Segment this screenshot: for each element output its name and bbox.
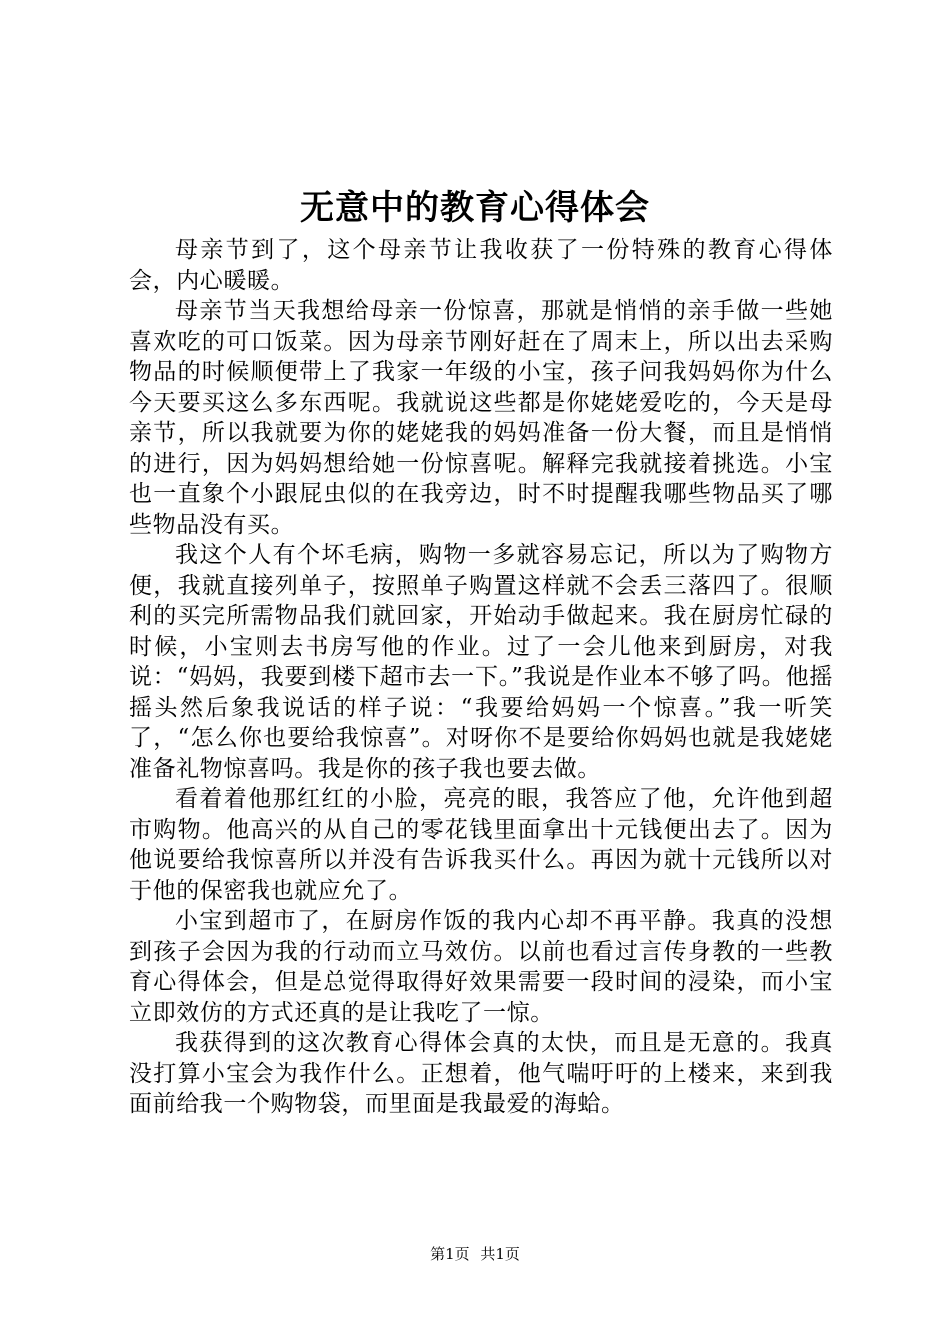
paragraph: 小宝到超市了，在厨房作饭的我内心却不再平静。我真的没想到孩子会因为我的行动而立马效仿。以前也看过言传身教的一些教育心得体会，但是总觉得取得好效果需要一段时间的浸染，而小宝立即效仿的方式还真的是让我吃了一惊。: [129, 908, 833, 1026]
paragraph: 母亲节当天我想给母亲一份惊喜，那就是悄悄的亲手做一些她喜欢吃的可口饭菜。因为母亲节刚好赶在了周末上，所以出去采购物品的时候顺便带上了我家一年级的小宝，孩子问我妈妈你为什么今天要买这么多东西呢。我就说这些都是你姥姥爱吃的，今天是母亲节，所以我就要为你的姥姥我的妈妈准备一份大餐，而且是悄悄的进行，因为妈妈想给她一份惊喜呢。解释完我就接着挑选。小宝也一直象个小跟屁虫似的在我旁边，时不时提醒我哪些物品买了哪些物品没有买。: [129, 298, 833, 538]
paragraph: 我这个人有个坏毛病，购物一多就容易忘记，所以为了购物方便，我就直接列单子，按照单子购置这样就不会丢三落四了。很顺利的买完所需物品我们就回家，开始动手做起来。我在厨房忙碌的时候，小宝则去书房写他的作业。过了一会儿他来到厨房，对我说：“妈妈，我要到楼下超市去一下。”我说是作业本不够了吗。他摇摇头然后象我说话的样子说：“我要给妈妈一个惊喜。”我一听笑了，“怎么你也要给我惊喜”。对呀你不是要给你妈妈也就是我姥姥准备礼物惊喜吗。我是你的孩子我也要去做。: [129, 542, 833, 782]
document-body: [129, 235, 833, 1120]
page-number: 第1页: [430, 1245, 470, 1263]
paragraph: 看着着他那红红的小脸，亮亮的眼，我答应了他，允许他到超市购物。他高兴的从自己的零花钱里面拿出十元钱便出去了。因为他说要给我惊喜所以并没有告诉我买什么。再因为就十元钱所以对于他的保密我也就应允了。: [129, 786, 833, 904]
document-title: 无意中的教育心得体会: [300, 188, 650, 228]
paragraph: 母亲节到了，这个母亲节让我收获了一份特殊的教育心得体会，内心暖暖。: [129, 237, 833, 294]
paragraph: 我获得到的这次教育心得体会真的太快，而且是无意的。我真没打算小宝会为我作什么。正想着，他气喘吁吁的上楼来，来到我面前给我一个购物袋，而里面是我最爱的海蛤。: [129, 1030, 833, 1117]
page-footer: [0, 1243, 950, 1265]
page-total: 共1页: [480, 1245, 520, 1263]
